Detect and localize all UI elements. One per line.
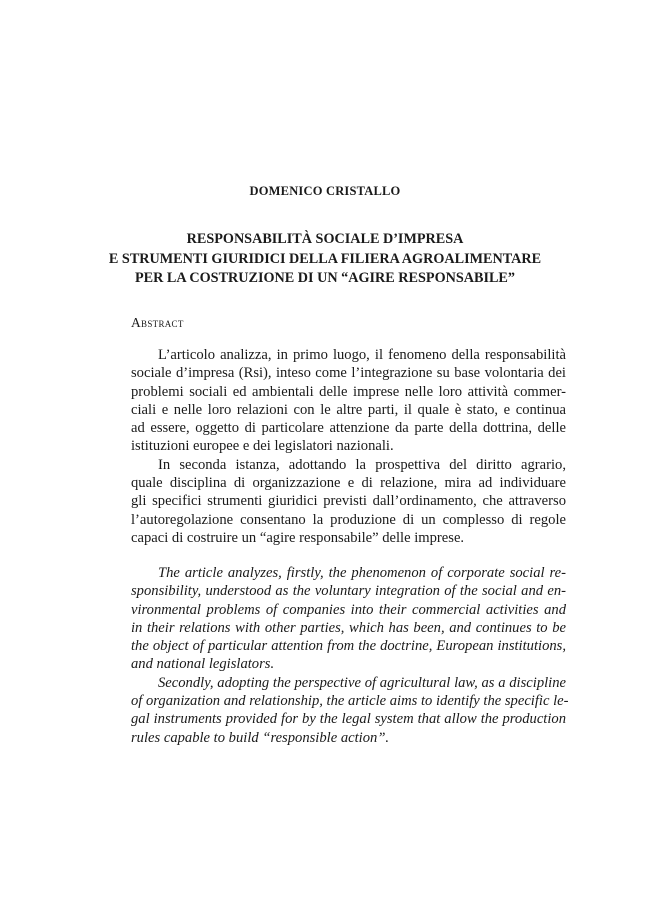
article-title — [0, 230, 650, 289]
paragraph-line: sponsibility, understood as the voluntary integration of the social and en- — [131, 583, 566, 600]
paragraph-line: ciali e nelle loro relazioni con le altre parti, il quale è stato, e continua — [131, 401, 566, 418]
abstract-italian — [131, 346, 566, 547]
paragraph-line: rules capable to build “responsible action”. — [131, 729, 390, 746]
title-line: E STRUMENTI GIURIDICI DELLA FILIERA AGROALIMENTARE — [108, 250, 542, 267]
paragraph-line: sociale d’impresa (Rsi), inteso come l’integrazione su base volontaria dei — [131, 365, 566, 382]
paragraph-line: In seconda istanza, adottando la prospettiva del diritto agrario, — [158, 456, 566, 473]
paragraph-line: capaci di costruire un “agire responsabile” delle imprese. — [131, 529, 465, 546]
paragraph-line: vironmental problems of companies into their commercial activities and — [131, 601, 566, 618]
paragraph-line: gli specifici strumenti giuridici previsti dall’ordinamento, che attraverso — [131, 493, 566, 510]
paragraph-line: the object of particular attention from the doctrine, European institutions, — [131, 638, 566, 655]
paragraph-line: istituzioni europee e dei legislatori nazionali. — [131, 438, 394, 455]
paragraph-line: L’articolo analizza, in primo luogo, il fenomeno della responsabilità — [158, 347, 566, 363]
title-line: PER LA COSTRUZIONE DI UN “AGIRE RESPONSABILE” — [135, 270, 515, 286]
paragraph-line: and national legislators. — [131, 656, 275, 673]
abstract-heading: Abstract — [131, 315, 184, 330]
abstract-english — [131, 564, 569, 747]
author-name: DOMENICO CRISTALLO — [249, 184, 401, 198]
paragraph-line: ad essere, oggetto di particolare attenzione da parte della dottrina, delle — [131, 420, 566, 437]
paragraph-line: of organization and relationship, the article aims to identify the specific le- — [131, 693, 569, 710]
paragraph-line: l’autoregolazione consentano la produzione di un complesso di regole — [131, 511, 566, 528]
paragraph-line: The article analyzes, firstly, the phenomenon of corporate social re- — [158, 565, 566, 581]
paragraph-line: gal instruments provided for by the legal system that allow the production — [131, 711, 566, 728]
paragraph-line: in their relations with other parties, which has been, and continues to be — [131, 619, 566, 636]
title-line: RESPONSABILITÀ SOCIALE D’IMPRESA — [186, 231, 464, 247]
paragraph-line: quale disciplina di organizzazione e di relazione, mira ad individuare — [131, 475, 566, 492]
paragraph-line: Secondly, adopting the perspective of agricultural law, as a discipline — [158, 674, 566, 691]
paragraph-line: problemi sociali ed ambientali delle imprese nelle loro attività commer- — [131, 383, 566, 400]
